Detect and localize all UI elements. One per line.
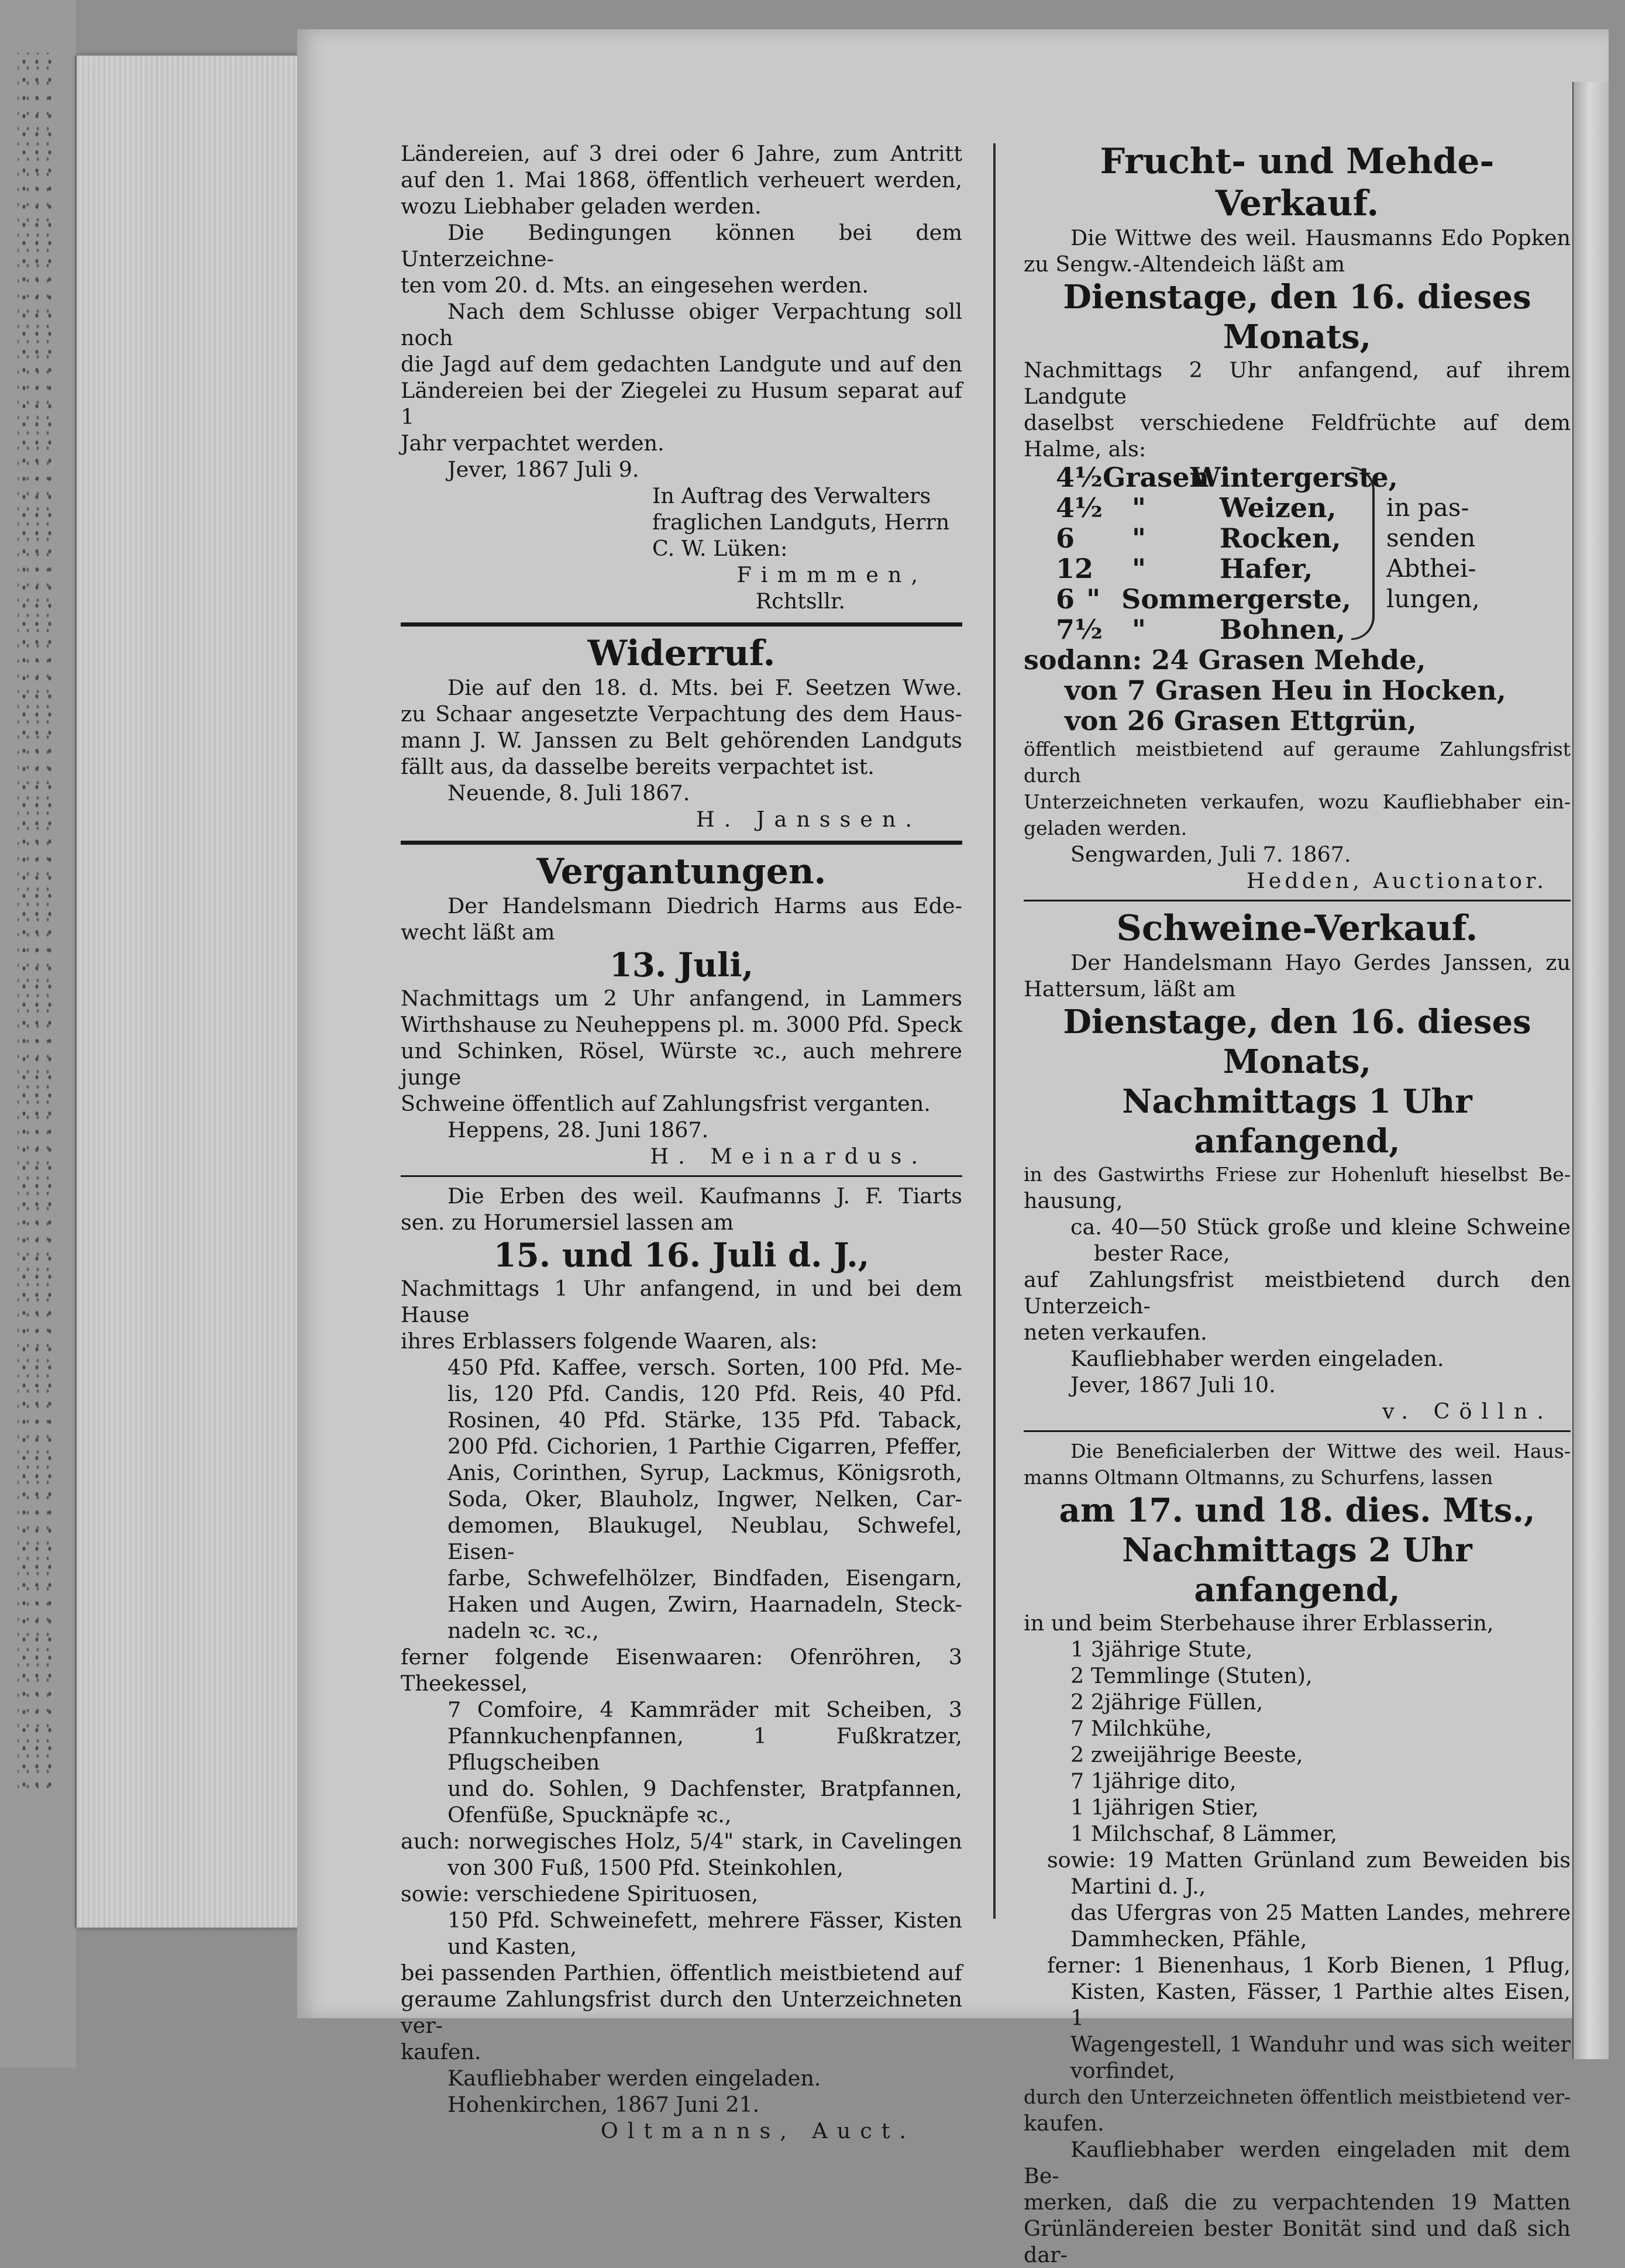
text-line: Die Bedingungen können bei dem Unterzeichne-: [401, 220, 962, 271]
text-line: geraume Zahlungsfrist durch den Unterzeichneten ver-: [401, 1987, 962, 2038]
book-binding: [0, 0, 76, 2067]
text-line: und Schinken, Rösel, Würste ꝛc., auch mehrere junge: [401, 1038, 962, 1090]
column-divider: [993, 143, 996, 1919]
signer: Oltmanns, Auct.: [600, 2118, 915, 2143]
crop-name: Bohnen,: [1220, 614, 1346, 645]
text-line: lis, 120 Pfd. Candis, 120 Pfd. Reis, 40 Pfd.: [447, 1381, 962, 1406]
text-line: Martini d. J.,: [1070, 1874, 1206, 1899]
list-item: 1 Milchschaf, 8 Lämmer,: [1070, 1821, 1338, 1846]
auction-time: Nachmittags 2 Uhr anfangend,: [1122, 1531, 1472, 1609]
text-line: daselbst verschiedene Feldfrüchte auf dem Halme, als:: [1024, 410, 1571, 462]
text-line: Der Handelsmann Diedrich Harms aus Ede-: [447, 893, 962, 918]
text-line: das Ufergras von 25 Matten Landes, mehrere: [1070, 1900, 1571, 1925]
note-line: in pas-: [1386, 493, 1469, 522]
list-item: 2 zweijährige Beeste,: [1070, 1742, 1303, 1767]
signature-line: fraglichen Landguts, Herrn: [652, 510, 950, 535]
text-line: zu Sengw.-Altendeich läßt am: [1024, 252, 1345, 277]
sowie-list: [401, 1907, 962, 1960]
signature-line: In Auftrag des Verwalters: [652, 483, 931, 508]
crop-name: Sommergerste,: [1121, 583, 1351, 615]
text-line: sowie: verschiedene Spirituosen,: [401, 1881, 759, 1906]
note-line: Abthei-: [1386, 554, 1476, 583]
list-item: 1 1jährigen Stier,: [1070, 1795, 1259, 1820]
left-column: [401, 140, 962, 2144]
note-line: senden: [1386, 524, 1476, 552]
text-line: nadeln ꝛc. ꝛc.,: [447, 1618, 599, 1643]
text-line: Kaufliebhaber werden eingeladen mit dem Be-: [1024, 2137, 1571, 2188]
text-line: mann J. W. Janssen zu Belt gehörenden Landguts: [401, 728, 962, 753]
text-line: Nachmittags 1 Uhr anfangend, in und bei dem Hause: [401, 1276, 962, 1327]
text-line: Anis, Corinthen, Syrup, Lackmus, Königsroth,: [447, 1460, 962, 1485]
next-page-edge: [1572, 82, 1609, 2059]
section-heading: Widerruf.: [587, 633, 776, 674]
crop-row: [1056, 614, 1351, 645]
text-line: auf den 1. Mai 1868, öffentlich verheuert werden,: [401, 167, 962, 192]
signer: v. Cölln.: [1382, 1399, 1553, 1424]
text-line: merken, daß die zu verpachtenden 19 Matten: [1024, 2190, 1571, 2215]
text-line: farbe, Schwefelhölzer, Bindfaden, Eisengarn,: [447, 1565, 962, 1591]
signer: H. Meinardus.: [650, 1144, 927, 1169]
signer: H. Janssen.: [696, 807, 921, 832]
auction-date: am 17. und 18. dies. Mts.,: [1059, 1491, 1536, 1530]
text-line: und do. Sohlen, 9 Dachfenster, Bratpfannen,: [447, 1776, 962, 1801]
text-line: ferner: 1 Bienenhaus, 1 Korb Bienen, 1 Pflug,: [1047, 1953, 1571, 1978]
section-heading: Schweine-Verkauf.: [1116, 908, 1478, 949]
text-line: ferner folgende Eisenwaaren: Ofenröhren, 3 Theekessel,: [401, 1644, 962, 1696]
section-rule: [401, 622, 962, 627]
text-line: durch den Unterzeichneten öffentlich meistbietend ver-: [1024, 2085, 1571, 2108]
auction-date: Dienstage, den 16. dieses Monats,: [1063, 278, 1531, 356]
signer: Hedden, Auctionator.: [1246, 868, 1547, 893]
text-line: ten vom 20. d. Mts. an eingesehen werden.: [401, 273, 869, 298]
crop-row: [1056, 523, 1351, 553]
animal-list: [1024, 1636, 1571, 1847]
crop-row: [1056, 553, 1351, 584]
text-line: 450 Pfd. Kaffee, versch. Sorten, 100 Pfd. Me-: [447, 1355, 962, 1380]
auction-date: Dienstage, den 16. dieses Monats,: [1063, 1003, 1531, 1081]
text-line: Haken und Augen, Zwirn, Haarnadeln, Steck-: [447, 1592, 962, 1617]
text-line: wecht läßt am: [401, 920, 555, 945]
text-line: 150 Pfd. Schweinefett, mehrere Fässer, Kisten: [447, 1908, 962, 1933]
beneficial-notice: [1024, 1438, 1571, 2268]
place-date: Heppens, 28. Juni 1867.: [447, 1117, 709, 1142]
text-line: geladen werden.: [1024, 817, 1187, 839]
place-date: Jever, 1867 Juli 9.: [447, 457, 639, 482]
text-line: Kaufliebhaber werden eingeladen.: [1070, 1346, 1444, 1371]
lease-notice: [401, 140, 962, 614]
place-date: Jever, 1867 Juli 10.: [1070, 1372, 1276, 1398]
section-heading: Vergantungen.: [536, 851, 827, 892]
text-line: Nachmittags um 2 Uhr anfangend, in Lammers: [401, 986, 962, 1011]
crop-qty: 6: [1056, 583, 1075, 615]
text-line: manns Oltmann Oltmanns, zu Schurfens, lassen: [1024, 1466, 1493, 1489]
text-line: Hattersum, läßt am: [1024, 976, 1236, 1002]
text-line: und Kasten,: [447, 1934, 577, 1959]
page-stack-edges: [75, 56, 299, 1928]
binding-texture: [18, 53, 53, 1796]
text-line: Wirthshause zu Neuheppens pl. m. 3000 Pfd. Speck: [401, 1012, 962, 1037]
text-line: Dammhecken, Pfähle,: [1070, 1926, 1307, 1952]
right-column: [1024, 140, 1571, 2268]
section-rule: [401, 841, 962, 845]
auction-date: 15. und 16. Juli d. J.,: [493, 1236, 870, 1275]
text-line: Jahr verpachtet werden.: [401, 431, 665, 456]
text-line: demomen, Blaukugel, Neublau, Schwefel, Eisen-: [447, 1513, 962, 1564]
text-line: die Jagd auf dem gedachten Landgute und auf den: [401, 352, 962, 377]
crop-unit: ": [1132, 614, 1146, 645]
crop-row: [1056, 584, 1351, 614]
widerruf-notice: [401, 632, 962, 832]
text-line: in und beim Sterbehause ihrer Erblasserin,: [1024, 1610, 1494, 1636]
frucht-notice: [1024, 140, 1571, 894]
crop-row: [1056, 493, 1351, 523]
text-line: auf Zahlungsfrist meistbietend durch den Unterzeich-: [1024, 1267, 1571, 1319]
text-line: auch: norwegisches Holz, 5/4" stark, in Cavelingen: [401, 1829, 962, 1854]
text-line: Soda, Oker, Blauholz, Ingwer, Nelken, Car-: [447, 1486, 962, 1512]
crop-name: Wintergerste,: [1190, 462, 1398, 493]
text-line: Wagengestell, 1 Wanduhr und was sich weiter: [1070, 2032, 1571, 2057]
erben-notice: [401, 1183, 962, 2144]
vergantungen-notice: [401, 851, 962, 1169]
text-line: Die Erben des weil. Kaufmanns J. F. Tiarts: [447, 1183, 962, 1209]
crop-qty: 7½: [1056, 614, 1103, 645]
text-line: Die Beneficialerben der Wittwe des weil. Haus-: [1070, 1440, 1571, 1462]
text-line: hausung,: [1024, 1188, 1123, 1213]
list-item: 2 2jährige Füllen,: [1070, 1689, 1263, 1715]
crop-row: [1056, 462, 1398, 493]
text-line: Nachmittags 2 Uhr anfangend, auf ihrem Landgute: [1024, 357, 1571, 409]
text-line: Nach dem Schlusse obiger Verpachtung soll noch: [401, 299, 962, 350]
text-line: Kisten, Kasten, Fässer, 1 Parthie altes Eisen, 1: [1070, 1979, 1571, 2030]
section-rule: [401, 1175, 962, 1177]
text-line: Schweine öffentlich auf Zahlungsfrist verganten.: [401, 1091, 931, 1116]
crop-unit: ": [1086, 583, 1101, 615]
text-line: Rosinen, 40 Pfd. Stärke, 135 Pfd. Taback,: [447, 1407, 962, 1433]
text-line: neten verkaufen.: [1024, 1320, 1207, 1345]
crop-qty: 12: [1056, 553, 1094, 584]
signature-line: C. W. Lüken:: [652, 536, 788, 561]
text-line: kaufen.: [1024, 2111, 1104, 2136]
crop-unit: ": [1132, 492, 1146, 524]
crop-name: Hafer,: [1220, 553, 1313, 584]
iron-list: [401, 1696, 962, 1828]
crop-name: Weizen,: [1220, 492, 1337, 524]
place-date: Sengwarden, Juli 7. 1867.: [1070, 842, 1351, 867]
schweine-notice: [1024, 907, 1571, 1424]
text-line: Ofenfüße, Spucknäpfe ꝛc.,: [447, 1802, 732, 1828]
text-line: von 7 Grasen Heu in Hocken,: [1065, 674, 1506, 706]
crop-list: [1024, 462, 1398, 645]
text-line: von 300 Fuß, 1500 Pfd. Steinkohlen,: [447, 1855, 844, 1880]
text-line: Die auf den 18. d. Mts. bei F. Seetzen Wwe.: [447, 675, 962, 700]
text-line: Der Handelsmann Hayo Gerdes Janssen, zu: [1070, 950, 1571, 975]
text-line: von 26 Grasen Ettgrün,: [1065, 705, 1417, 737]
text-line: Ländereien, auf 3 drei oder 6 Jahre, zum Antritt: [401, 141, 962, 166]
text-line: Unterzeichneten verkaufen, wozu Kaufliebhaber ein-: [1024, 790, 1571, 813]
crop-name: Rocken,: [1220, 522, 1341, 554]
text-line: 200 Pfd. Cichorien, 1 Parthie Cigarren, Pfeffer,: [447, 1434, 962, 1459]
list-item: 7 1jährige dito,: [1070, 1768, 1237, 1794]
crop-unit: ": [1132, 553, 1146, 584]
crop-unit: Grasen: [1102, 462, 1209, 493]
list-item: 1 3jährige Stute,: [1070, 1637, 1253, 1662]
signer: Fimmmen,: [736, 562, 927, 587]
text-line: Ländereien bei der Ziegelei zu Husum separat auf 1: [401, 378, 962, 429]
crop-unit: ": [1132, 522, 1146, 554]
text-line: kaufen.: [401, 2039, 481, 2064]
section-rule: [1024, 1430, 1571, 1432]
text-line: Die Wittwe des weil. Hausmanns Edo Popken: [1070, 225, 1571, 250]
auction-date: 13. Juli,: [609, 946, 754, 985]
crop-table: [1024, 462, 1571, 645]
text-line: in des Gastwirths Friese zur Hohenluft hieselbst Be-: [1024, 1163, 1571, 1186]
brace: [1351, 467, 1375, 640]
text-line: ihres Erblassers folgende Waaren, als:: [401, 1329, 818, 1354]
text-line: Kaufliebhaber werden eingeladen.: [447, 2066, 821, 2091]
text-line: sen. zu Horumersiel lassen am: [401, 1210, 734, 1235]
crop-qty: 4½: [1056, 492, 1103, 524]
text-line: bester Race,: [1094, 1241, 1230, 1266]
text-line: vorfindet,: [1070, 2058, 1176, 2083]
text-line: öffentlich meistbietend auf geraume Zahlungsfrist durch: [1024, 738, 1571, 787]
crop-qty: 4½: [1056, 462, 1103, 493]
goods-list: [401, 1354, 962, 1644]
text-line: sodann: 24 Grasen Mehde,: [1024, 644, 1426, 676]
text-line: zu Schaar angesetzte Verpachtung des dem Haus-: [401, 701, 962, 727]
list-item: 7 Milchkühe,: [1070, 1716, 1212, 1741]
place-date: Neuende, 8. Juli 1867.: [447, 780, 690, 806]
text-line: sowie: 19 Matten Grünland zum Beweiden bis: [1047, 1847, 1571, 1873]
note-line: lungen,: [1386, 584, 1480, 613]
text-line: fällt aus, da dasselbe bereits verpachtet ist.: [401, 754, 875, 779]
text-line: Grünländereien bester Bonität sind und daß sich dar-: [1024, 2216, 1571, 2267]
section-heading: Frucht- und Mehde-Verkauf.: [1100, 141, 1495, 224]
text-line: Pfannkuchenpfannen, 1 Fußkratzer, Pflugscheiben: [447, 1723, 962, 1775]
text-line: wozu Liebhaber geladen werden.: [401, 194, 762, 219]
section-rule: [1024, 900, 1571, 901]
text-line: 7 Comfoire, 4 Kammräder mit Scheiben, 3: [447, 1697, 962, 1722]
text-line: ca. 40—50 Stück große und kleine Schweine: [1070, 1214, 1571, 1240]
list-item: 2 Temmlinge (Stuten),: [1070, 1663, 1313, 1688]
auction-time: Nachmittags 1 Uhr anfangend,: [1122, 1082, 1472, 1161]
crop-qty: 6: [1056, 522, 1075, 554]
crop-note: [1375, 462, 1492, 645]
signer-title: Rchtsllr.: [755, 588, 845, 614]
text-line: bei passenden Parthien, öffentlich meistbietend auf: [401, 1960, 962, 1985]
place-date: Hohenkirchen, 1867 Juni 21.: [447, 2092, 760, 2117]
